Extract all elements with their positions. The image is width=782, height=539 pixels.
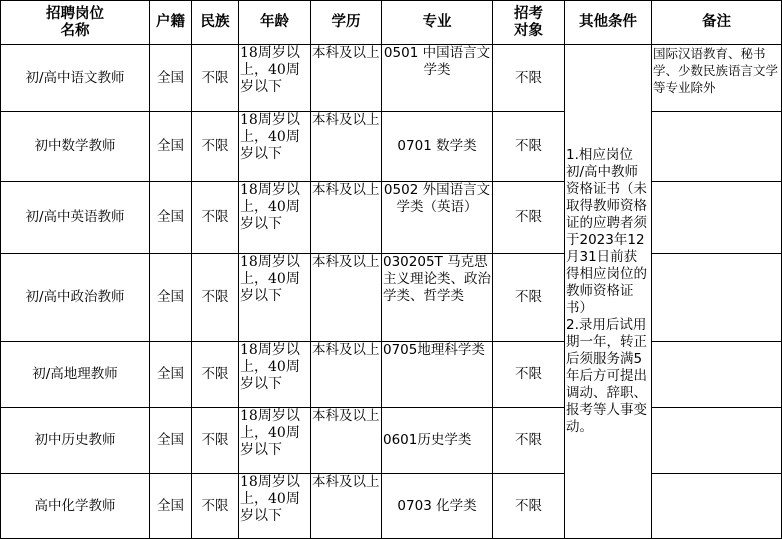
header-major: 专业 (382, 1, 493, 45)
age-cell: 18周岁以上，40周岁以下 (239, 474, 311, 539)
origin-cell: 全国 (150, 254, 192, 342)
target-cell: 不限 (493, 408, 565, 474)
age-cell: 18周岁以上，40周岁以下 (239, 408, 311, 474)
education-cell: 本科及以上 (311, 182, 382, 254)
target-cell: 不限 (493, 112, 565, 182)
position-cell: 初/高地理教师 (1, 342, 150, 408)
education-cell: 本科及以上 (311, 45, 382, 112)
position-cell: 高中化学教师 (1, 474, 150, 539)
remark-cell (652, 254, 782, 342)
header-education: 学历 (311, 1, 382, 45)
table-row (1, 112, 782, 182)
remark-cell (652, 112, 782, 182)
ethnicity-cell: 不限 (192, 112, 239, 182)
header-ethnicity: 民族 (192, 1, 239, 45)
ethnicity-cell: 不限 (192, 408, 239, 474)
header-target: 招考 对象 (493, 1, 565, 45)
origin-cell: 全国 (150, 474, 192, 539)
position-cell: 初中历史教师 (1, 408, 150, 474)
ethnicity-cell: 不限 (192, 45, 239, 112)
age-cell: 18周岁以上，40周岁以下 (239, 182, 311, 254)
major-cell: 0501 中国语言文学类 (382, 45, 493, 112)
table-row (1, 342, 782, 408)
education-cell: 本科及以上 (311, 474, 382, 539)
education-cell: 本科及以上 (311, 342, 382, 408)
age-cell: 18周岁以上，40周岁以下 (239, 112, 311, 182)
origin-cell: 全国 (150, 408, 192, 474)
education-cell: 本科及以上 (311, 112, 382, 182)
header-position: 招聘岗位 名称 (1, 1, 150, 45)
position-cell: 初/高中政治教师 (1, 254, 150, 342)
major-cell: 0701 数学类 (382, 112, 493, 182)
major-cell: 0703 化学类 (382, 474, 493, 539)
origin-cell: 全国 (150, 45, 192, 112)
target-cell: 不限 (493, 474, 565, 539)
table-row (1, 474, 782, 539)
table-row (1, 45, 782, 112)
origin-cell: 全国 (150, 182, 192, 254)
target-cell: 不限 (493, 342, 565, 408)
age-cell: 18周岁以上，40周岁以下 (239, 254, 311, 342)
header-other: 其他条件 (565, 1, 652, 45)
position-cell: 初/高中语文教师 (1, 45, 150, 112)
other-conditions-cell: 1.相应岗位初/高中教师资格证书（未取得教师资格证的应聘者须于2023年12月31日前获得相应岗位的教师资格证书） 2.录用后试用期一年，转正后须服务满5年后方可提出调动、辞职、报考等人事变动。 (565, 45, 652, 539)
origin-cell: 全国 (150, 112, 192, 182)
major-cell: 0502 外国语言文学类（英语） (382, 182, 493, 254)
remark-cell (652, 182, 782, 254)
origin-cell: 全国 (150, 342, 192, 408)
target-cell: 不限 (493, 254, 565, 342)
remark-cell (652, 342, 782, 408)
table-row (1, 182, 782, 254)
position-cell: 初中数学教师 (1, 112, 150, 182)
ethnicity-cell: 不限 (192, 474, 239, 539)
position-cell: 初/高中英语教师 (1, 182, 150, 254)
table-row (1, 254, 782, 342)
age-cell: 18周岁以上，40周岁以下 (239, 342, 311, 408)
header-row (1, 1, 782, 45)
education-cell: 本科及以上 (311, 254, 382, 342)
target-cell: 不限 (493, 45, 565, 112)
header-age: 年龄 (239, 1, 311, 45)
major-cell: 0705地理科学类 (382, 342, 493, 408)
table-row (1, 408, 782, 474)
ethnicity-cell: 不限 (192, 254, 239, 342)
remark-cell (652, 474, 782, 539)
ethnicity-cell: 不限 (192, 182, 239, 254)
remark-cell (652, 408, 782, 474)
major-cell: 030205T 马克思主义理论类、政治学类、哲学类 (382, 254, 493, 342)
age-cell: 18周岁以上，40周岁以下 (239, 45, 311, 112)
target-cell: 不限 (493, 182, 565, 254)
header-remark: 备注 (652, 1, 782, 45)
ethnicity-cell: 不限 (192, 342, 239, 408)
header-origin: 户籍 (150, 1, 192, 45)
education-cell: 本科及以上 (311, 408, 382, 474)
major-cell: 0601历史学类 (382, 408, 493, 474)
remark-cell: 国际汉语教育、秘书学、少数民族语言文学等专业除外 (652, 45, 782, 112)
